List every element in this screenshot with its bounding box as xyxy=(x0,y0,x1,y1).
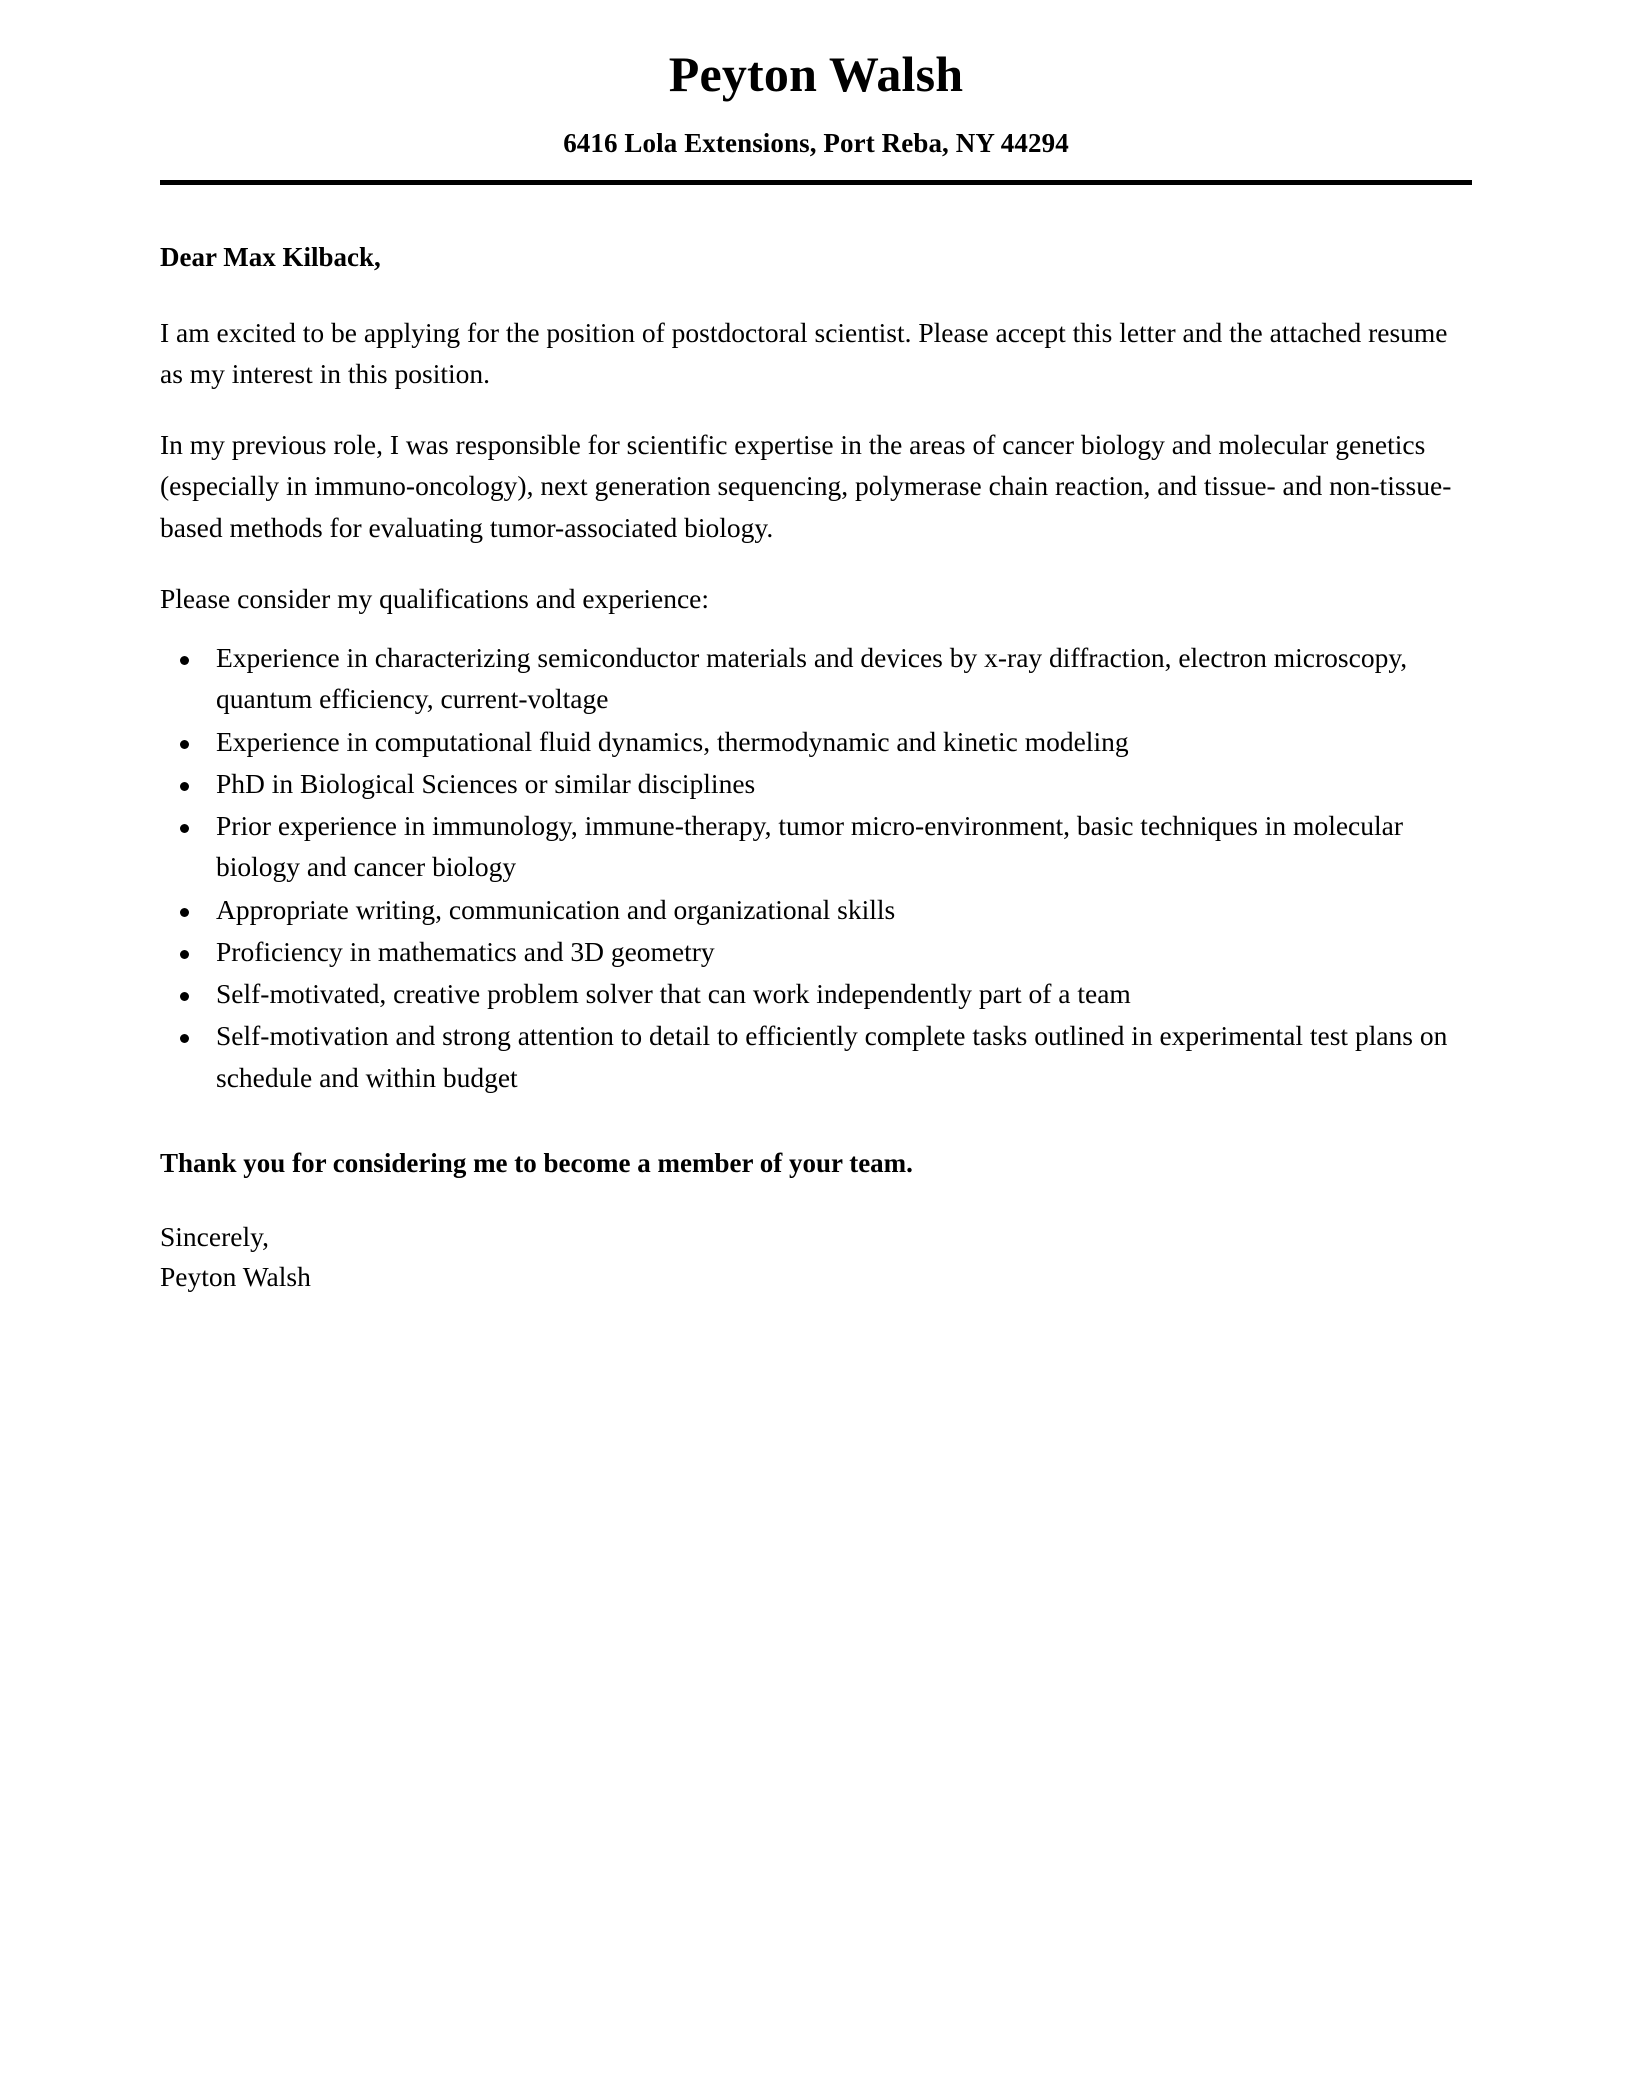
list-item: Experience in characterizing semiconductor materials and devices by x-ray diffraction, electron microscopy, quantum efficiency, current-voltage xyxy=(178,637,1472,721)
list-item: Appropriate writing, communication and organizational skills xyxy=(178,889,1472,931)
list-item: Self-motivation and strong attention to detail to efficiently complete tasks outlined in experimental test plans on schedule and within budget xyxy=(178,1015,1472,1099)
salutation: Dear Max Kilback, xyxy=(160,242,381,272)
closing-thanks: Thank you for considering me to become a member of your team. xyxy=(160,1147,913,1178)
closing-salutation: Sincerely, xyxy=(160,1221,269,1253)
sender-name: Peyton Walsh xyxy=(668,46,964,102)
list-item: Self-motivated, creative problem solver that can work independently part of a team xyxy=(178,973,1472,1015)
sender-address: 6416 Lola Extensions, Port Reba, NY 44294 xyxy=(563,128,1069,158)
signature-name: Peyton Walsh xyxy=(160,1261,311,1293)
letter-body xyxy=(160,185,1472,1298)
list-item: PhD in Biological Sciences or similar disciplines xyxy=(178,763,1472,805)
list-item: Proficiency in mathematics and 3D geometry xyxy=(178,931,1472,973)
qualifications-intro: Please consider my qualifications and experience: xyxy=(160,582,710,614)
signature-block xyxy=(160,1217,1472,1297)
list-item: Prior experience in immunology, immune-therapy, tumor micro-environment, basic techniques in molecular biology and cancer biology xyxy=(178,805,1472,889)
list-item: Experience in computational fluid dynamics, thermodynamic and kinetic modeling xyxy=(178,721,1472,763)
letterhead xyxy=(160,0,1472,185)
intro-paragraph: I am excited to be applying for the position of postdoctoral scientist. Please accept this letter and the attached resume as my interest in this position. xyxy=(160,316,1448,389)
experience-paragraph: In my previous role, I was responsible for scientific expertise in the areas of cancer biology and molecular genetics (especially in immuno-oncology), next generation sequencing, polymerase chain reaction, and tissue- and non-tissue-based methods for evaluating tumor-associated biology. xyxy=(160,429,1452,543)
qualifications-list xyxy=(160,637,1472,1099)
